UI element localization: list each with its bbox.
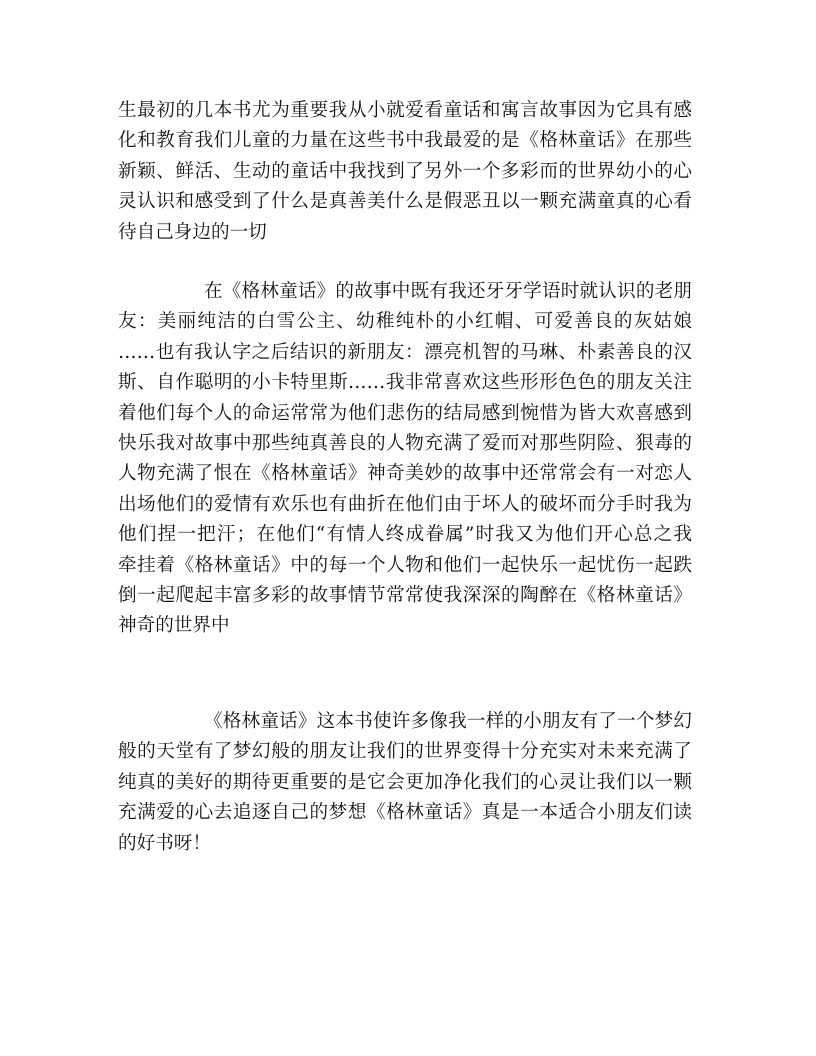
text-line: 牵挂着《格林童话》中的每一个人物和他们一起快乐一起忧伤一起跌 <box>118 554 692 576</box>
text-line: 友：美丽纯洁的白雪公主、幼稚纯朴的小红帽、可爱善良的灰姑娘 <box>118 311 692 333</box>
text-line: 倒一起爬起丰富多彩的故事情节常常使我深深的陶醉在《格林童话》 <box>118 585 692 607</box>
paragraph-3 <box>118 707 692 859</box>
text-line: 神奇的世界中 <box>118 615 230 637</box>
text-line: 纯真的美好的期待更重要的是它会更加净化我们的心灵让我们以一颗 <box>118 771 692 793</box>
text-line: 快乐我对故事中那些纯真善良的人物充满了爱而对那些阴险、狠毒的 <box>118 433 692 455</box>
text-line: 新颖、鲜活、生动的童话中我找到了另外一个多彩而的世界幼小的心 <box>118 160 692 182</box>
text-line: 的好书呀！ <box>118 832 211 854</box>
text-line: 在《格林童话》的故事中既有我还牙牙学语时就认识的老朋 <box>204 281 692 302</box>
text-line: ……也有我认字之后结识的新朋友：漂亮机智的马琳、朴素善良的汉 <box>118 341 692 363</box>
text-line: 灵认识和感受到了什么是真善美什么是假恶丑以一颗充满童真的心看 <box>118 191 692 213</box>
paragraph-1 <box>118 96 692 248</box>
text-line: 斯、自作聪明的小卡特里斯……我非常喜欢这些形形色色的朋友关注 <box>118 372 692 394</box>
text-line: 人物充满了恨在《格林童话》神奇美妙的故事中还常常会有一对恋人 <box>118 463 692 485</box>
text-line: 待自己身边的一切 <box>118 221 267 243</box>
text-line: 化和教育我们儿童的力量在这些书中我最爱的是《格林童话》在那些 <box>118 130 692 152</box>
text-line: 《格林童话》这本书使许多像我一样的小朋友有了一个梦幻 <box>204 711 692 732</box>
text-line: 着他们每个人的命运常常为他们悲伤的结局感到惋惜为皆大欢喜感到 <box>118 402 692 424</box>
text-line: 出场他们的爱情有欢乐也有曲折在他们由于坏人的破坏而分手时我为 <box>118 493 692 515</box>
paragraph-2 <box>118 277 692 642</box>
text-line: 他们捏一把汗；在他们“有情人终成眷属”时我又为他们开心总之我 <box>118 524 692 546</box>
text-line: 生最初的几本书尤为重要我从小就爱看童话和寓言故事因为它具有感 <box>118 100 692 121</box>
text-line: 般的天堂有了梦幻般的朋友让我们的世界变得十分充实对未来充满了 <box>118 741 692 763</box>
text-line: 充满爱的心去追逐自己的梦想《格林童话》真是一本适合小朋友们读 <box>118 802 692 824</box>
